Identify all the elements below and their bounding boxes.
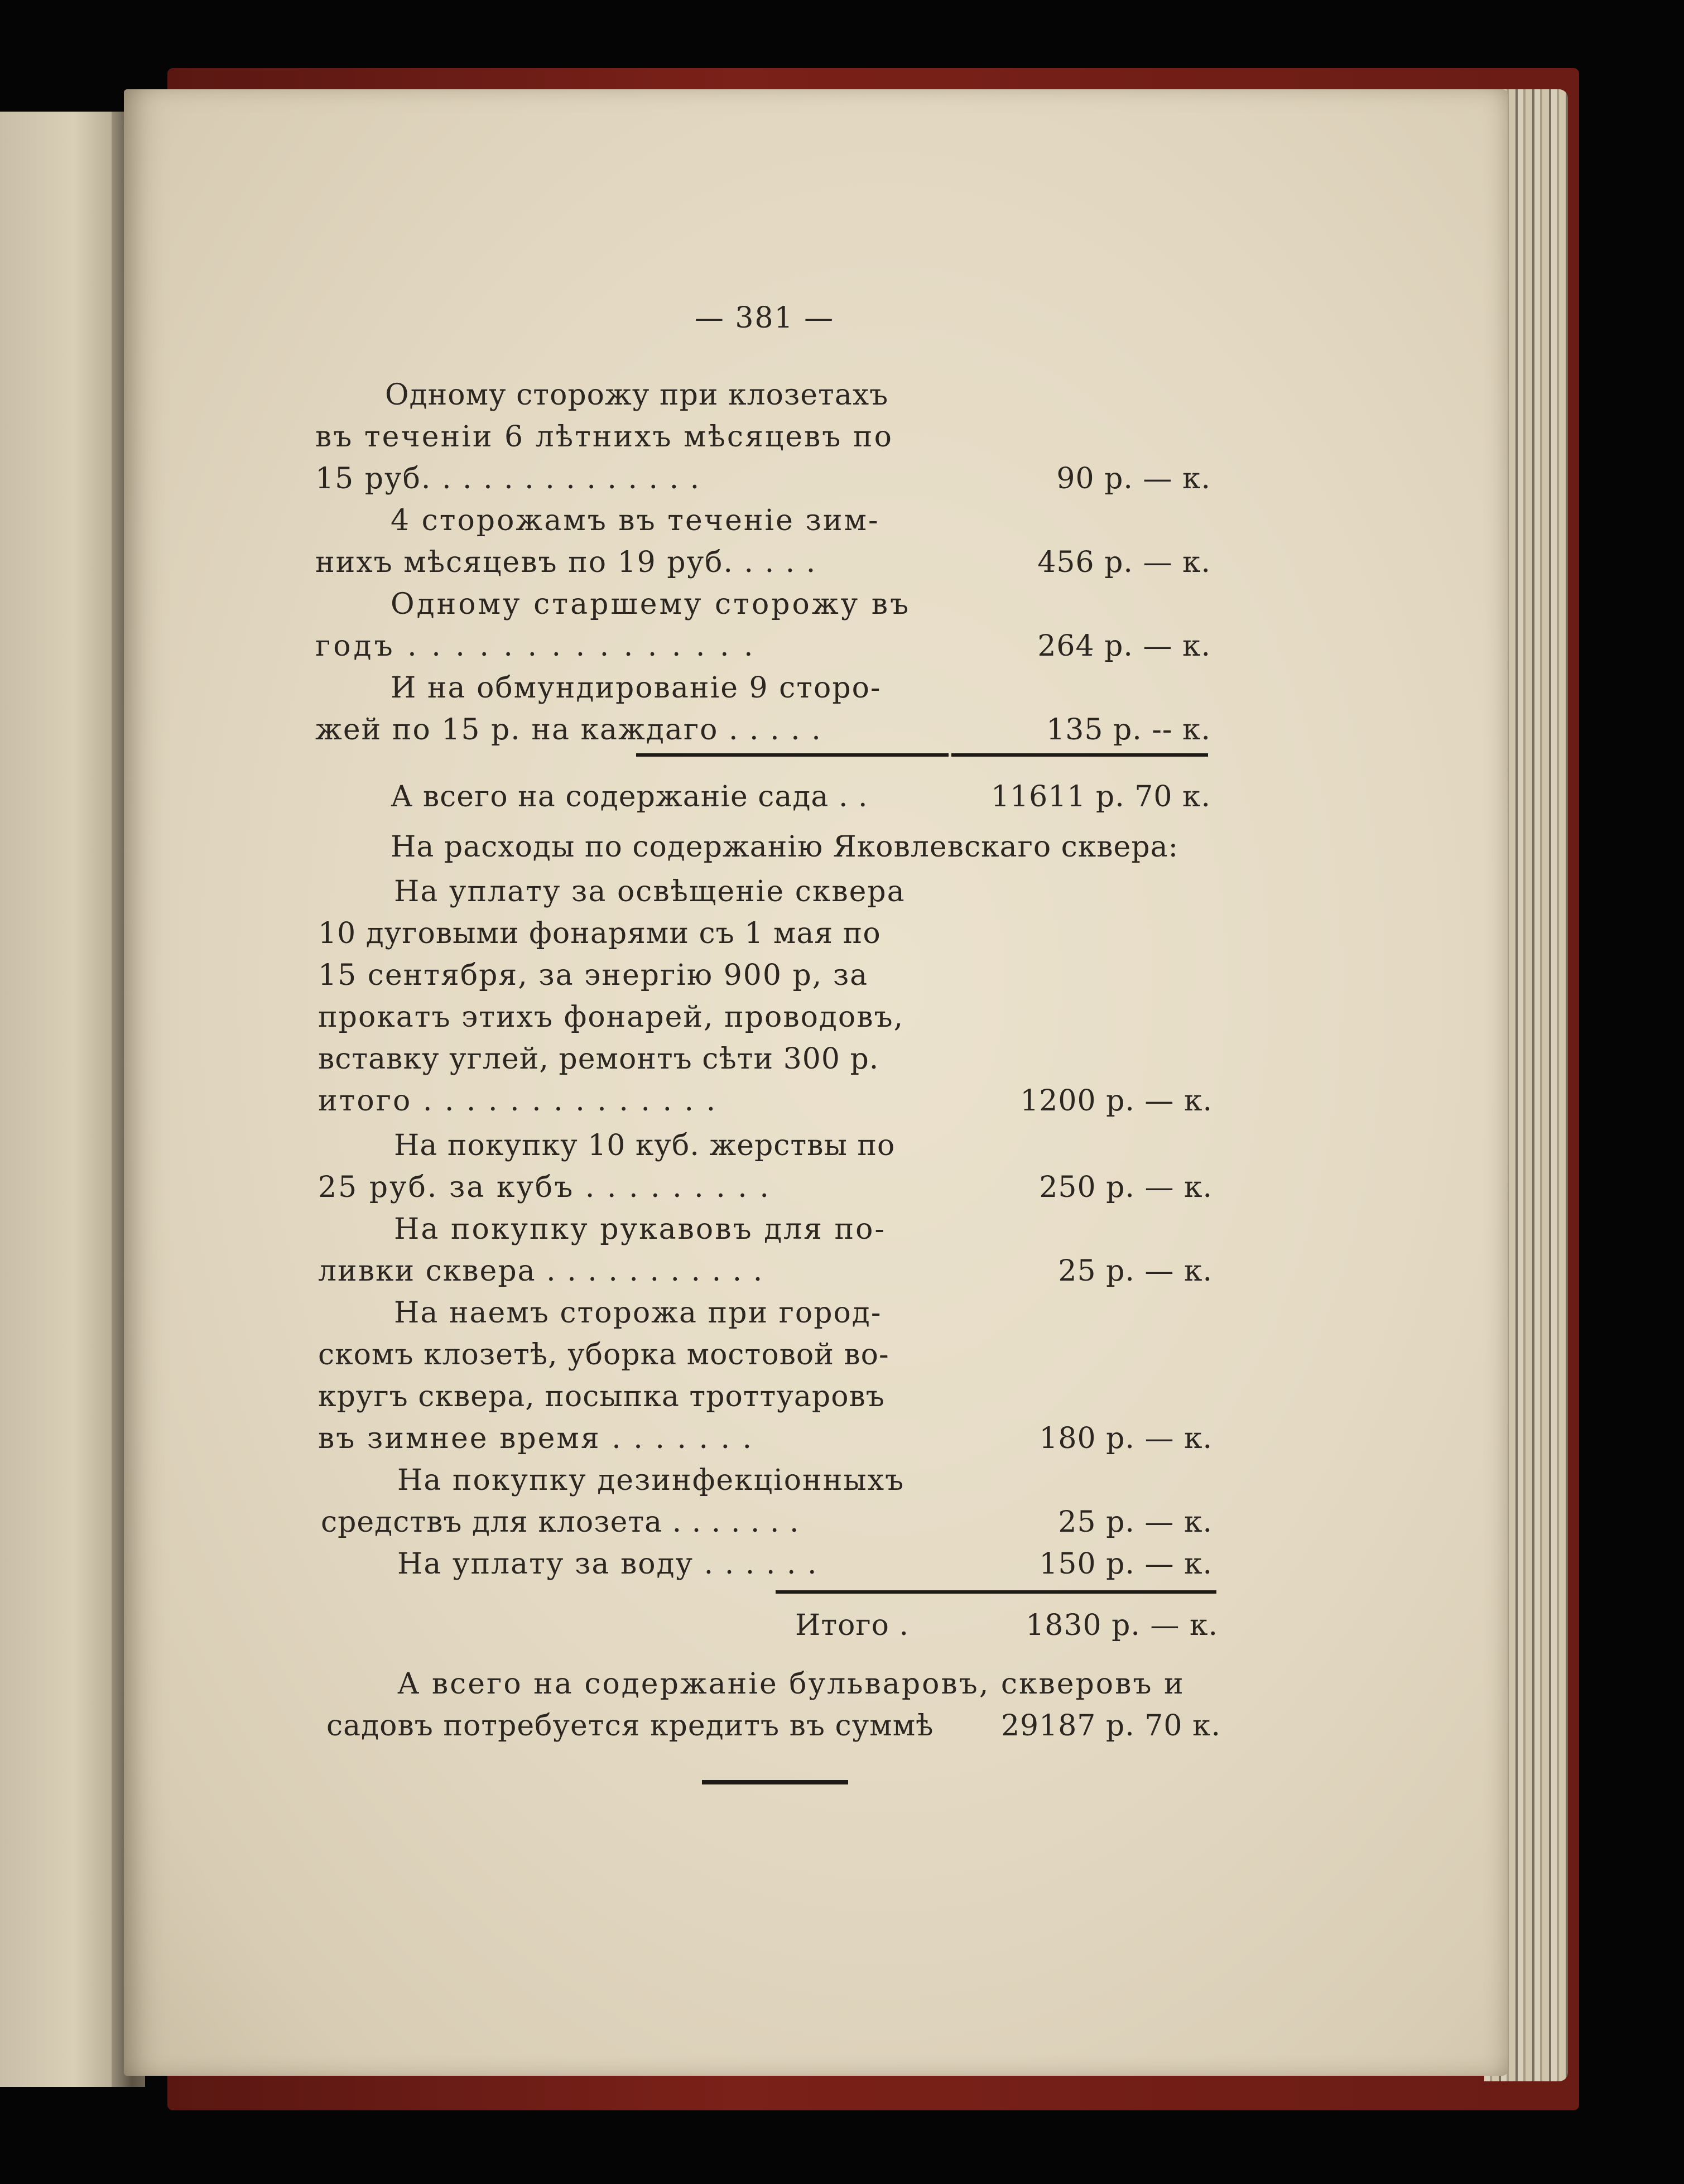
text-line: А всего на содержаніе бульваровъ, скверовъ и xyxy=(397,1667,1185,1701)
text-line: На наемъ сторожа при город- xyxy=(394,1296,882,1330)
text-line: 4 сторожамъ въ теченіе зим- xyxy=(391,504,880,537)
amount: 456 р. — к. xyxy=(1037,546,1211,579)
text-line: вставку углей, ремонтъ сѣти 300 р. xyxy=(318,1042,879,1076)
amount: 11611 р. 70 к. xyxy=(990,780,1211,814)
amount: 264 р. — к. xyxy=(1037,629,1211,663)
end-rule xyxy=(702,1780,848,1784)
total-label: Итого . xyxy=(795,1609,910,1642)
amount: 150 р. — к. xyxy=(1039,1547,1213,1581)
amount: 135 р. -- к. xyxy=(1046,713,1211,747)
text-line: 15 сентября, за энергію 900 р, за xyxy=(318,959,869,992)
text-line: годъ . . . . . . . . . . . . . . . xyxy=(315,629,756,663)
text-line: На уплату за воду . . . . . . xyxy=(397,1547,818,1581)
text-line: Одному сторожу при клозетахъ xyxy=(385,378,889,412)
amount: 25 р. — к. xyxy=(1058,1254,1213,1288)
sum-rule xyxy=(951,753,1208,757)
text-line: кругъ сквера, посыпка троттуаровъ xyxy=(318,1380,885,1413)
amount: 250 р. — к. xyxy=(1039,1171,1213,1204)
text-line: И на обмундированіе 9 сторо- xyxy=(391,671,882,705)
text-line: А всего на содержаніе сада . . xyxy=(391,780,868,814)
sum-rule xyxy=(776,1590,1216,1594)
text-line: На покупку дезинфекціонныхъ xyxy=(397,1464,905,1497)
amount: 25 р. — к. xyxy=(1058,1505,1213,1539)
text-line: 15 руб. . . . . . . . . . . . . . xyxy=(315,462,701,496)
text-line: итого . . . . . . . . . . . . . . xyxy=(318,1084,718,1118)
text-line: садовъ потребуется кредитъ въ суммѣ xyxy=(326,1709,934,1743)
amount: 180 р. — к. xyxy=(1039,1422,1213,1455)
text-line: 10 дуговыми фонарями съ 1 мая по xyxy=(318,917,881,950)
amount: 90 р. — к. xyxy=(1056,462,1211,496)
text-line: ливки сквера . . . . . . . . . . . xyxy=(318,1254,764,1288)
text-line: нихъ мѣсяцевъ по 19 руб. . . . . xyxy=(315,546,817,579)
text-line: прокатъ этихъ фонарей, проводовъ, xyxy=(318,1000,904,1034)
section-heading: На расходы по содержанію Яковлевскаго сквера: xyxy=(391,830,1179,864)
text-line: 25 руб. за кубъ . . . . . . . . . xyxy=(318,1171,771,1204)
amount: 1200 р. — к. xyxy=(1020,1084,1213,1118)
text-line: въ зимнее время . . . . . . . xyxy=(318,1422,754,1455)
text-line: въ теченіи 6 лѣтнихъ мѣсяцевъ по xyxy=(315,420,893,454)
text-line: средствъ для клозета . . . . . . . xyxy=(321,1505,800,1539)
page-number: — 381 — xyxy=(694,301,835,335)
total-amount: 1830 р. — к. xyxy=(1026,1609,1218,1642)
grand-total-amount: 29187 р. 70 к. xyxy=(1000,1709,1221,1743)
text-line: На уплату за освѣщеніе сквера xyxy=(394,875,906,908)
sum-rule xyxy=(636,753,949,757)
text-line: Одному старшему сторожу въ xyxy=(391,588,911,621)
text-line: скомъ клозетѣ, уборка мостовой во- xyxy=(318,1338,889,1372)
text-line: жей по 15 р. на каждаго . . . . . xyxy=(315,713,822,747)
text-line: На покупку рукавовъ для по- xyxy=(394,1213,886,1246)
text-line: На покупку 10 куб. жерствы по xyxy=(394,1129,896,1162)
